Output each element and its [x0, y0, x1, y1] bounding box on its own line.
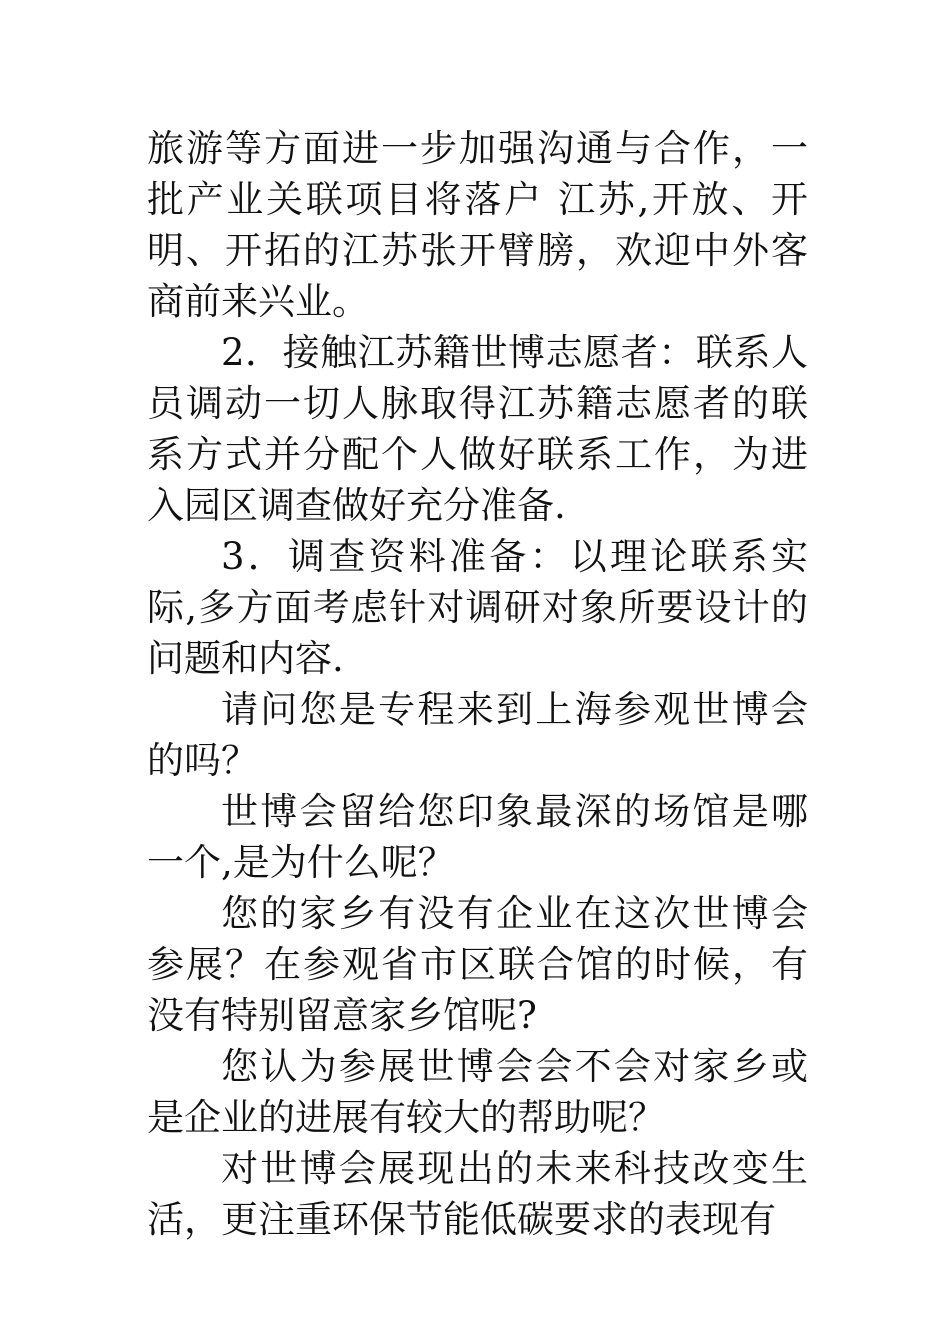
paragraph-item-3-materials: 3．调查资料准备：以理论联系实际,多方面考虑针对调研对象所要设计的问题和内容.: [147, 535, 808, 680]
question-visit-purpose: 请问您是专程来到上海参观世博会的吗？: [147, 688, 808, 782]
paragraph-intro-continuation: 旅游等方面进一步加强沟通与合作，一批产业关联项目将落户 江苏,开放、开明、开拓的江苏张开臂膀，欢迎中外客商前来兴业。: [147, 127, 808, 323]
question-expo-benefit: 您认为参展世博会会不会对家乡或是企业的进展有较大的帮助呢？: [147, 1045, 808, 1139]
question-future-technology: 对世博会展现出的未来科技改变生活，更注重环保节能低碳要求的表现有: [147, 1147, 808, 1241]
paragraph-item-2-volunteers: 2．接触江苏籍世博志愿者：联系人员调动一切人脉取得江苏籍志愿者的联系方式并分配个人做好联系工作，为进入园区调查做好充分准备.: [147, 331, 808, 527]
question-favorite-pavilion: 世博会留给您印象最深的场馆是哪一个,是为什么呢？: [147, 790, 808, 884]
question-hometown-exhibitors: 您的家乡有没有企业在这次世博会参展？在参观省市区联合馆的时候，有没有特别留意家乡馆呢?: [147, 892, 808, 1037]
document-page: [147, 123, 808, 1245]
